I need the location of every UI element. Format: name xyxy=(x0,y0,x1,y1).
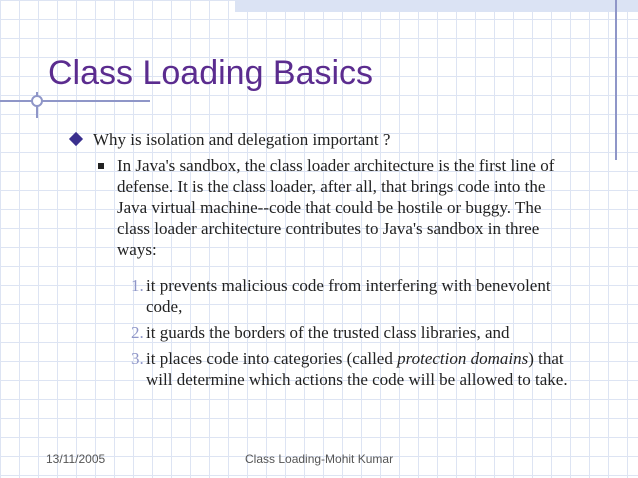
right-decor-line xyxy=(615,0,617,160)
emphasis-text: protection domains xyxy=(397,349,529,368)
numbered-item-2 xyxy=(131,322,591,343)
item-text: it prevents malicious code from interfering with benevolent code, xyxy=(146,276,551,316)
bullet-level2-text: In Java's sandbox, the class loader architecture is the first line of defense. It is the class loader, after all, that brings code into the Java virtual machine--code that could be hostile or buggy. The class loader architecture contributes to Java's sandbox in three ways: xyxy=(117,156,555,259)
diamond-bullet-icon xyxy=(69,132,83,146)
item-text: it places code into categories (called protection domains) that will determine which actions the code will be allowed to take. xyxy=(146,349,568,389)
footer-center-text: Class Loading-Mohit Kumar xyxy=(245,452,394,466)
bullet-level1 xyxy=(68,130,588,150)
numbered-item-1 xyxy=(131,275,591,317)
title-underline-decor xyxy=(0,100,150,102)
numbered-item-3 xyxy=(131,348,591,390)
bullet-level1-text: Why is isolation and delegation important ? xyxy=(93,130,391,149)
footer-date: 13/11/2005 xyxy=(46,452,106,466)
square-bullet-icon xyxy=(98,163,104,169)
item-number: 2. xyxy=(131,323,144,342)
top-decor-band xyxy=(235,0,638,12)
item-number: 1. xyxy=(131,276,144,295)
item-text: it guards the borders of the trusted class libraries, and xyxy=(146,323,510,342)
decor-circle xyxy=(31,95,43,107)
item-number: 3. xyxy=(131,349,144,368)
slide-title: Class Loading Basics xyxy=(48,54,374,92)
bullet-level2 xyxy=(96,155,576,260)
